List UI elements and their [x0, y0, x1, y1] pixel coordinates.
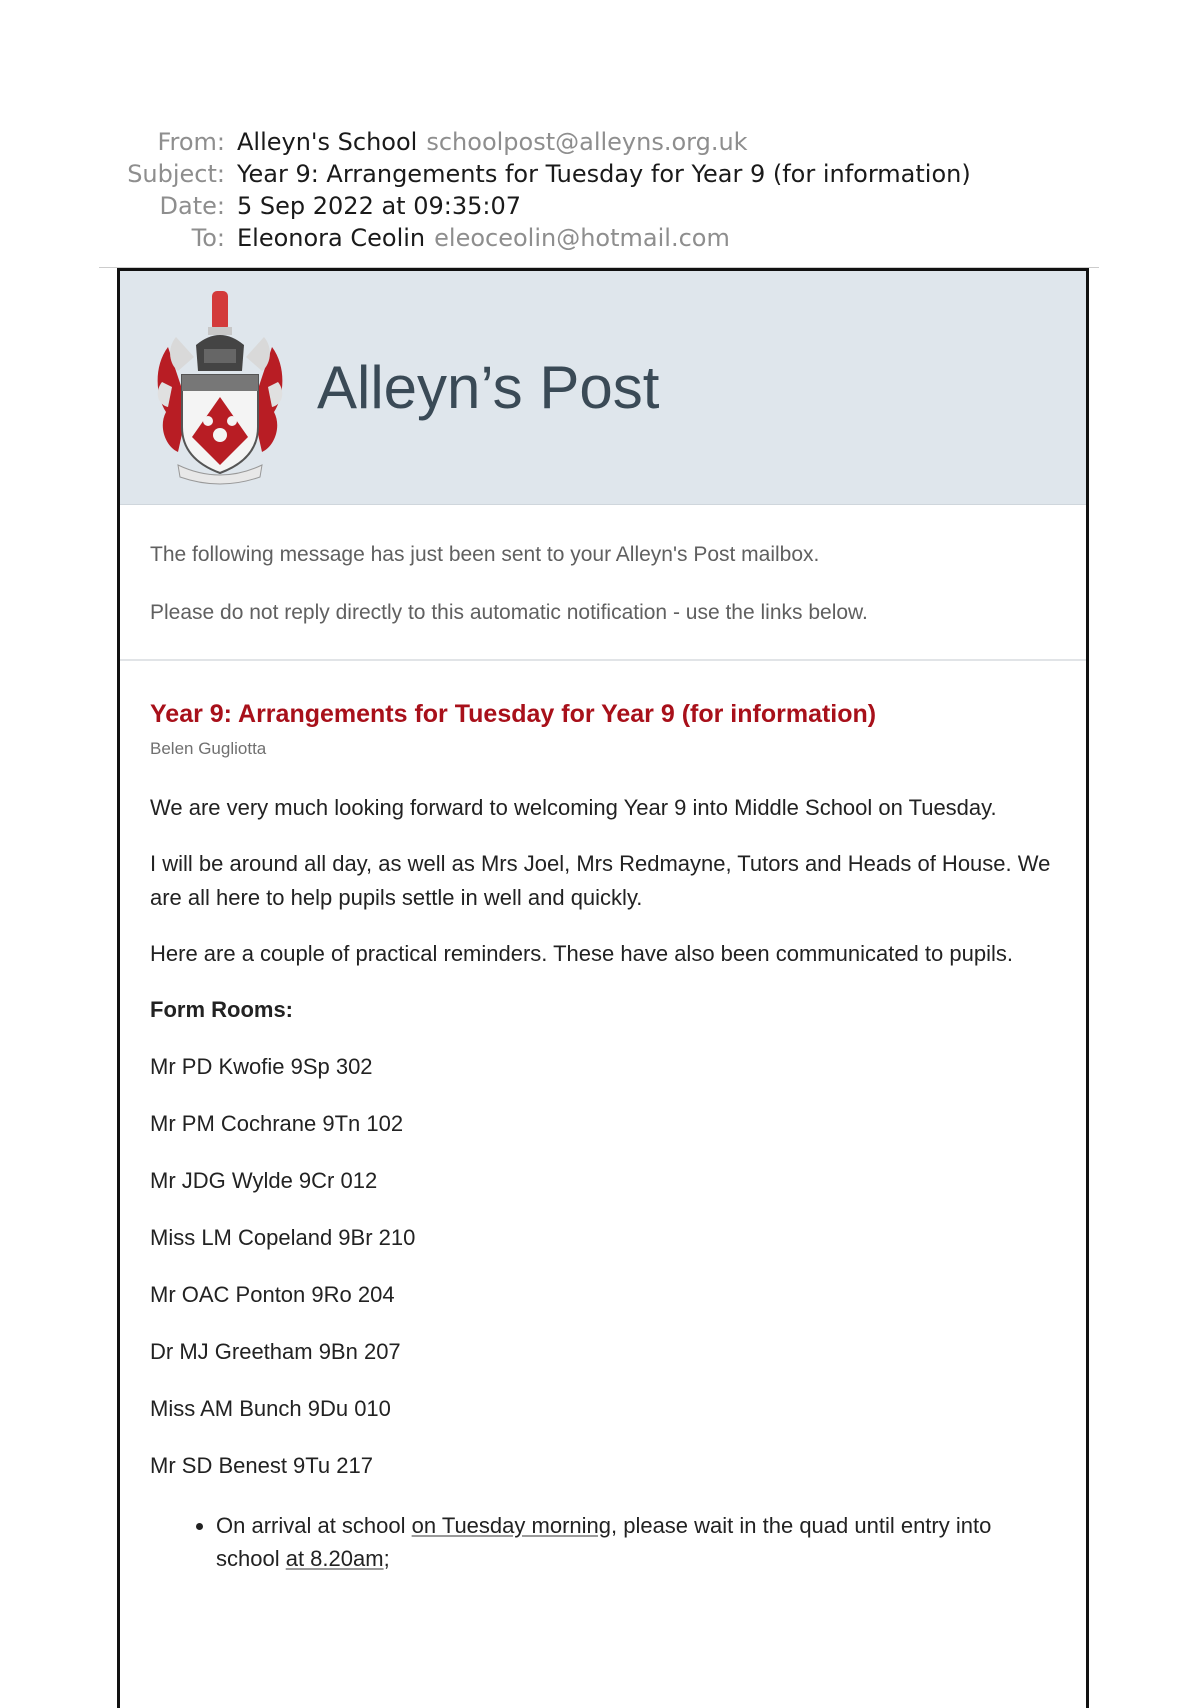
brand-title: Alleyn’s Post	[317, 354, 660, 421]
date-value: 5 Sep 2022 at 09:35:07	[237, 192, 522, 220]
paragraph-1: We are very much looking forward to welcoming Year 9 into Middle School on Tuesday.	[150, 795, 997, 820]
paragraph-3: Here are a couple of practical reminders. These have also been communicated to pupils.	[150, 941, 1013, 966]
reminder-text: ;	[383, 1546, 390, 1571]
school-crest-icon	[148, 287, 292, 487]
subject-value: Year 9: Arrangements for Tuesday for Year 9 (for information)	[237, 160, 971, 188]
to-email[interactable]: eleoceolin@hotmail.com	[434, 224, 730, 252]
form-room-item: Miss AM Bunch 9Du 010	[150, 1396, 391, 1421]
from-label: From:	[157, 128, 225, 156]
to-label: To:	[191, 224, 225, 252]
form-room-item: Dr MJ Greetham 9Bn 207	[150, 1339, 401, 1364]
notification-notice	[120, 505, 1086, 661]
reminder-item	[216, 1509, 1056, 1575]
form-room-item: Mr PM Cochrane 9Tn 102	[150, 1111, 404, 1136]
form-room-item: Mr JDG Wylde 9Cr 012	[150, 1168, 378, 1193]
form-room-item: Mr PD Kwofie 9Sp 302	[150, 1054, 373, 1079]
reminder-link-tuesday[interactable]: on Tuesday morning	[411, 1513, 611, 1538]
notice-line-1: The following message has just been sent to your Alleyn's Post mailbox.	[150, 543, 820, 566]
message-content	[120, 661, 1086, 1575]
reminder-text: , please wait in the quad until entry into school	[216, 1513, 992, 1571]
subject-label: Subject:	[127, 160, 225, 188]
email-body-frame	[117, 268, 1089, 1708]
to-name: Eleonora Ceolin	[237, 224, 426, 252]
form-rooms-section	[150, 993, 1056, 1483]
notice-line-2: Please do not reply directly to this automatic notification - use the links below.	[150, 601, 868, 624]
date-label: Date:	[159, 192, 225, 220]
to-row	[100, 222, 971, 254]
date-row	[100, 190, 971, 222]
message-title[interactable]: Year 9: Arrangements for Tuesday for Year 9 (for information)	[150, 700, 877, 728]
reminder-link-time[interactable]: at 8.20am	[285, 1546, 384, 1571]
form-room-item: Mr SD Benest 9Tu 217	[150, 1453, 373, 1478]
paragraph-2: I will be around all day, as well as Mrs Joel, Mrs Redmayne, Tutors and Heads of House. We are all here to help pupils settle in well and quickly.	[150, 851, 1051, 910]
from-name: Alleyn's School	[237, 128, 418, 156]
subject-row	[100, 158, 971, 190]
reminder-text: On arrival at school	[216, 1513, 412, 1538]
from-row	[100, 126, 971, 158]
reminder-list	[150, 1509, 1056, 1575]
form-room-item: Miss LM Copeland 9Br 210	[150, 1225, 416, 1250]
email-headers	[100, 126, 971, 254]
banner	[120, 271, 1086, 505]
from-email[interactable]: schoolpost@alleyns.org.uk	[426, 128, 748, 156]
form-rooms-heading: Form Rooms:	[150, 997, 293, 1022]
message-author: Belen Gugliotta	[150, 739, 267, 758]
form-room-item: Mr OAC Ponton 9Ro 204	[150, 1282, 395, 1307]
